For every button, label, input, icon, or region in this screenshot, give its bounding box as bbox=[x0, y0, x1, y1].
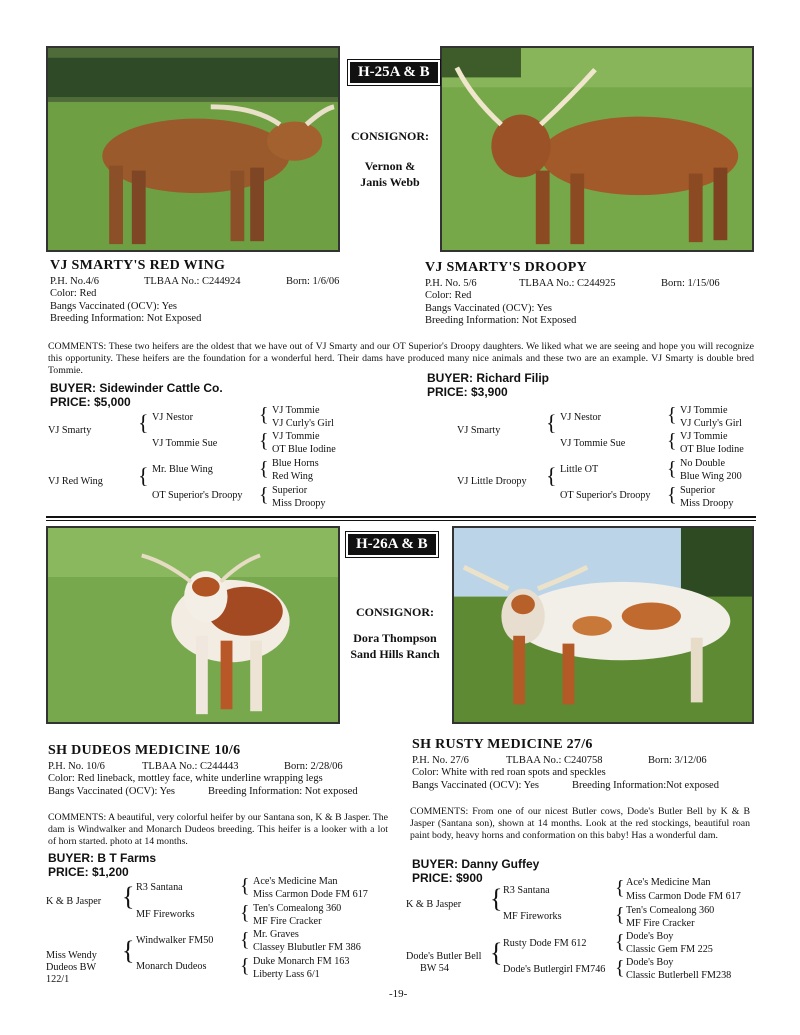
ped-dam: VJ Little Droopy bbox=[457, 476, 527, 487]
ped-ds: Windwalker FM50 bbox=[136, 935, 214, 946]
price: PRICE: $5,000 bbox=[50, 395, 131, 409]
breeding: Breeding Information: Not Exposed bbox=[425, 315, 577, 327]
ped-dds: Duke Monarch FM 163 bbox=[253, 956, 350, 967]
ped-dam: VJ Red Wing bbox=[48, 476, 103, 487]
bangs: Bangs Vaccinated (OCV): Yes bbox=[412, 779, 539, 791]
ped-sds: Ten's Comealong 360 bbox=[626, 905, 715, 916]
brace: { bbox=[615, 931, 625, 953]
ped-sdd: MF Fire Cracker bbox=[253, 916, 322, 927]
ped-sss: VJ Tommie bbox=[680, 405, 728, 416]
price: PRICE: $3,900 bbox=[427, 385, 508, 399]
ped-sd: VJ Tommie Sue bbox=[560, 438, 626, 449]
ped-sdd: MF Fire Cracker bbox=[626, 918, 695, 929]
brace: { bbox=[490, 884, 503, 913]
ped-ss: R3 Santana bbox=[503, 885, 550, 896]
consignor-name-line2: Sand Hills Ranch bbox=[350, 647, 440, 661]
ped-sire: VJ Smarty bbox=[457, 425, 501, 436]
ped-sire: VJ Smarty bbox=[48, 425, 92, 436]
ph-number: P.H. No.4/6 bbox=[50, 276, 100, 287]
ped-dds: Superior bbox=[272, 485, 308, 496]
ped-dsd: Blue Wing 200 bbox=[680, 471, 742, 482]
ped-sire: K & B Jasper bbox=[46, 896, 102, 907]
color: Color: White with red roan spots and speckles bbox=[412, 767, 606, 779]
born-date: Born: 1/15/06 bbox=[661, 278, 720, 289]
comments: COMMENTS: These two heifers are the oldest that we have out of VJ Smarty and our OT Superior's Droopy daughters. We liked what we are seeing and hope you will recognize this opportunity. These heifers are the foundation for a wonderful herd. Their dams have produced many nice animals and these two are an example. VJ Smarty is double bred Tommie. bbox=[48, 341, 754, 376]
animal-name: VJ SMARTY'S RED WING bbox=[50, 258, 226, 273]
ped-sdd: OT Blue Iodine bbox=[272, 444, 336, 455]
ped-dsd: Classey Blubutler FM 386 bbox=[253, 942, 361, 953]
ped-dam-line1: Dode's Butler Bell bbox=[406, 951, 482, 962]
ped-dam-line2: BW 54 bbox=[420, 963, 449, 974]
brace: { bbox=[138, 410, 149, 435]
ped-ssd: VJ Curly's Girl bbox=[272, 418, 334, 429]
color: Color: Red bbox=[50, 288, 97, 300]
price: PRICE: $900 bbox=[412, 871, 483, 885]
brace: { bbox=[667, 430, 677, 452]
breeding: Breeding Information: Not exposed bbox=[208, 785, 358, 797]
photo-rusty-medicine bbox=[452, 526, 754, 724]
price: PRICE: $1,200 bbox=[48, 865, 129, 879]
ped-dd: Monarch Dudeos bbox=[136, 961, 207, 972]
lot-tag-h25: H-25A & B bbox=[348, 60, 440, 85]
color: Color: Red lineback, mottley face, white underline wrapping legs bbox=[48, 773, 323, 785]
animal-details bbox=[412, 755, 757, 792]
ph-number: P.H. No. 5/6 bbox=[425, 278, 477, 289]
ped-dsd: Classic Gem FM 225 bbox=[626, 944, 713, 955]
ped-ds: Mr. Blue Wing bbox=[152, 464, 213, 475]
consignor-label: CONSIGNOR: bbox=[350, 129, 429, 143]
brace: { bbox=[259, 484, 269, 506]
buyer: BUYER: Sidewinder Cattle Co. bbox=[50, 381, 223, 395]
ped-ssd: Miss Carmon Dode FM 617 bbox=[253, 889, 368, 900]
ped-ssd: VJ Curly's Girl bbox=[680, 418, 742, 429]
ped-dds: Superior bbox=[680, 485, 716, 496]
ped-ss: VJ Nestor bbox=[152, 412, 194, 423]
buyer: BUYER: B T Farms bbox=[48, 851, 157, 865]
ped-sss: VJ Tommie bbox=[272, 405, 320, 416]
ped-sds: Ten's Comealong 360 bbox=[253, 903, 342, 914]
photo-droopy bbox=[440, 46, 754, 252]
tlbaa-number: TLBAA No.: C244925 bbox=[519, 278, 616, 289]
buyer-block bbox=[412, 857, 539, 885]
consignor-name-line1: Dora Thompson bbox=[353, 631, 437, 645]
ped-sdd: OT Blue Iodine bbox=[680, 444, 744, 455]
animal-name: VJ SMARTY'S DROOPY bbox=[425, 260, 588, 275]
ped-sds: VJ Tommie bbox=[272, 431, 320, 442]
bangs: Bangs Vaccinated (OCV): Yes bbox=[50, 300, 177, 312]
ped-dd: OT Superior's Droopy bbox=[152, 490, 243, 501]
ped-sd: VJ Tommie Sue bbox=[152, 438, 218, 449]
ped-dam-line1: Miss Wendy bbox=[46, 950, 97, 961]
brace: { bbox=[122, 882, 135, 911]
ped-sd: MF Fireworks bbox=[136, 909, 195, 920]
comments: COMMENTS: A beautiful, very colorful heifer by our Santana son, K & B Jasper. The dam is Windwalker and Monarch Dudeos breeding. This heifer is a looker with a lot of horn started. photo at 14 months. bbox=[48, 812, 388, 847]
animal-details bbox=[48, 761, 388, 798]
brace: { bbox=[546, 410, 557, 435]
ped-dd: OT Superior's Droopy bbox=[560, 490, 651, 501]
color: Color: Red bbox=[425, 290, 472, 302]
animal-details bbox=[425, 278, 765, 328]
brace: { bbox=[667, 404, 677, 426]
ph-number: P.H. No. 10/6 bbox=[48, 761, 105, 772]
ped-dds: Dode's Boy bbox=[626, 957, 674, 968]
ped-ss: R3 Santana bbox=[136, 882, 183, 893]
ped-ssd: Miss Carmon Dode FM 617 bbox=[626, 891, 741, 902]
bangs: Bangs Vaccinated (OCV): Yes bbox=[425, 302, 552, 314]
consignor-block-1 bbox=[345, 128, 435, 190]
consignor-block-2 bbox=[340, 604, 450, 662]
brace: { bbox=[667, 458, 677, 480]
consignor-label: CONSIGNOR: bbox=[355, 605, 434, 619]
page-number: -19- bbox=[389, 988, 408, 1000]
lot-tag-h26: H-26A & B bbox=[346, 532, 438, 557]
ped-dam-line2: Dudeos BW bbox=[46, 962, 97, 973]
ped-ddd: Miss Droopy bbox=[272, 498, 326, 509]
brace: { bbox=[240, 875, 250, 897]
ph-number: P.H. No. 27/6 bbox=[412, 755, 469, 766]
animal-details bbox=[50, 276, 390, 326]
brace: { bbox=[615, 957, 625, 979]
consignor-name-line2: Janis Webb bbox=[360, 175, 420, 189]
buyer-block bbox=[50, 381, 223, 409]
ped-dss: Blue Horns bbox=[272, 458, 319, 469]
buyer-block bbox=[427, 371, 549, 399]
ped-dss: Mr. Graves bbox=[253, 929, 299, 940]
ped-dss: Dode's Boy bbox=[626, 931, 674, 942]
ped-sds: VJ Tommie bbox=[680, 431, 728, 442]
section-divider bbox=[46, 516, 756, 518]
buyer: BUYER: Richard Filip bbox=[427, 371, 550, 385]
animal-name: SH DUDEOS MEDICINE 10/6 bbox=[48, 743, 241, 758]
ped-sss: Ace's Medicine Man bbox=[253, 876, 338, 887]
brace: { bbox=[240, 929, 250, 951]
bangs: Bangs Vaccinated (OCV): Yes bbox=[48, 785, 175, 797]
ped-dd: Dode's Butlergirl FM746 bbox=[503, 964, 606, 975]
ped-ds: Rusty Dode FM 612 bbox=[503, 938, 587, 949]
born-date: Born: 3/12/06 bbox=[648, 755, 707, 766]
brace: { bbox=[667, 484, 677, 506]
brace: { bbox=[138, 463, 149, 488]
brace: { bbox=[546, 463, 557, 488]
brace: { bbox=[615, 904, 625, 926]
breeding: Breeding Information:Not exposed bbox=[572, 779, 719, 791]
ped-sd: MF Fireworks bbox=[503, 911, 562, 922]
brace: { bbox=[122, 936, 135, 965]
ped-ddd: Classic Butlerbell FM238 bbox=[626, 970, 732, 981]
born-date: Born: 2/28/06 bbox=[284, 761, 343, 772]
brace: { bbox=[615, 877, 625, 899]
brace: { bbox=[240, 955, 250, 977]
tlbaa-number: TLBAA No.: C244924 bbox=[144, 276, 241, 287]
tlbaa-number: TLBAA No.: C240758 bbox=[506, 755, 603, 766]
comments: COMMENTS: From one of our nicest Butler cows, Dode's Butler Bell by K & B Jasper (Santana son), shown at 14 months. Look at the red stockings, beautiful roan paint body, heavy horns and conformation on this baby! Has a wonderful dam. bbox=[410, 806, 750, 841]
ped-ddd: Liberty Lass 6/1 bbox=[253, 969, 320, 980]
brace: { bbox=[259, 430, 269, 452]
ped-dss: No Double bbox=[680, 458, 725, 469]
ped-dsd: Red Wing bbox=[272, 471, 313, 482]
animal-name: SH RUSTY MEDICINE 27/6 bbox=[412, 737, 593, 752]
photo-red-wing bbox=[46, 46, 340, 252]
section-divider bbox=[46, 520, 756, 521]
brace: { bbox=[240, 902, 250, 924]
breeding: Breeding Information: Not Exposed bbox=[50, 313, 202, 325]
born-date: Born: 1/6/06 bbox=[286, 276, 340, 287]
ped-dam-line3: 122/1 bbox=[46, 974, 70, 985]
brace: { bbox=[259, 404, 269, 426]
photo-dudeos-medicine bbox=[46, 526, 340, 724]
ped-ddd: Miss Droopy bbox=[680, 498, 734, 509]
tlbaa-number: TLBAA No.: C244443 bbox=[142, 761, 239, 772]
ped-sss: Ace's Medicine Man bbox=[626, 877, 711, 888]
buyer: BUYER: Danny Guffey bbox=[412, 857, 540, 871]
ped-sire: K & B Jasper bbox=[406, 899, 462, 910]
brace: { bbox=[259, 458, 269, 480]
consignor-name-line1: Vernon & bbox=[364, 159, 416, 173]
ped-ds: Little OT bbox=[560, 464, 599, 475]
ped-ss: VJ Nestor bbox=[560, 412, 602, 423]
brace: { bbox=[490, 938, 503, 967]
buyer-block bbox=[48, 851, 156, 879]
